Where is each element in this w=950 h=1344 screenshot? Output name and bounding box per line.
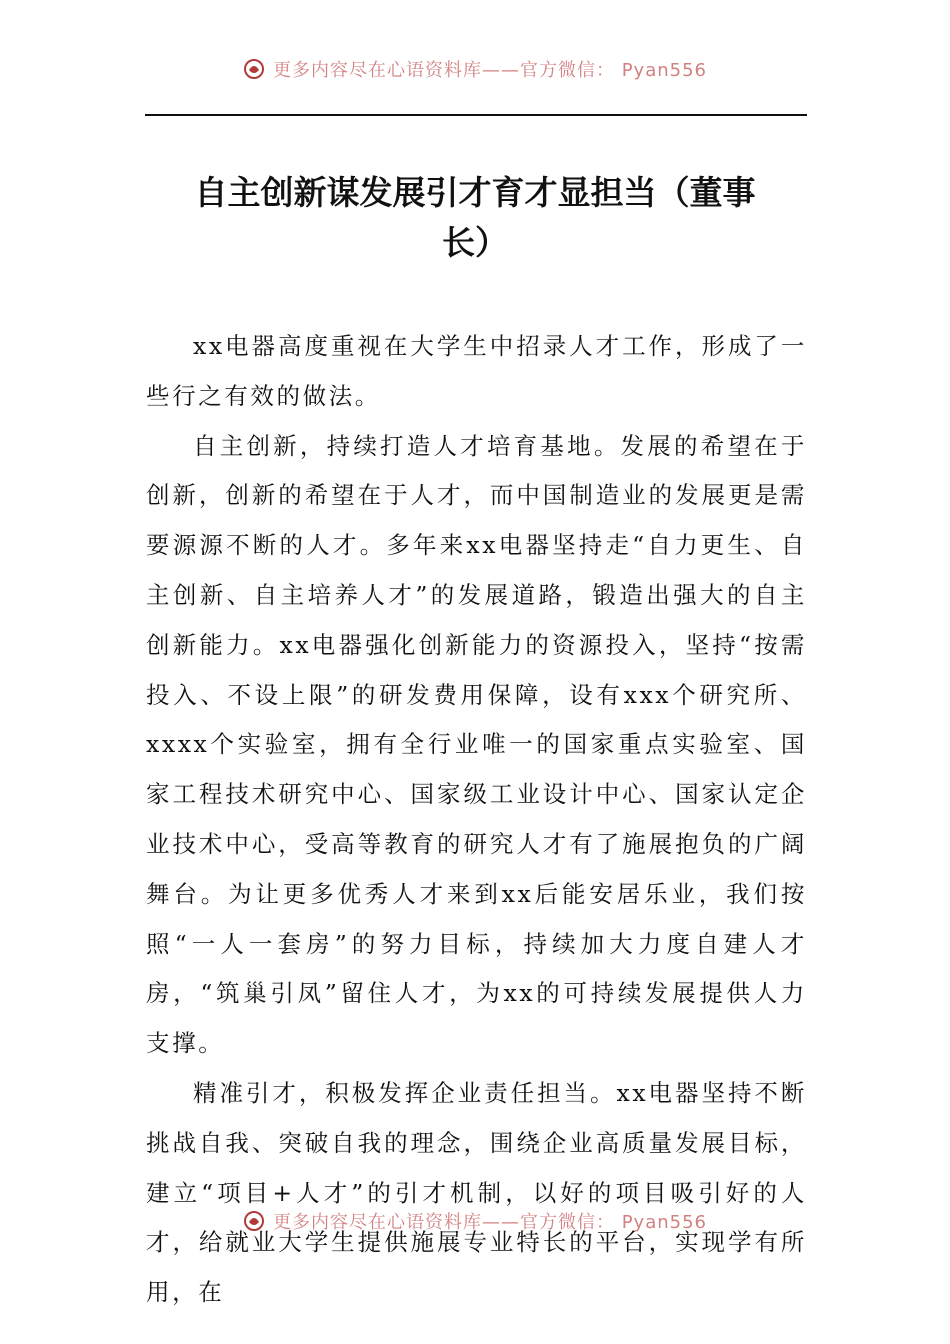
watermark-text: 更多内容尽在心语资料库——官方微信： Pyan556 [272,1212,708,1233]
paragraph-innovation: 自主创新，持续打造人才培育基地。发展的希望在于创新，创新的希望在于人才，而中国制造业的发展更是需要源源不断的人才。多年来xx电器坚持走“自力更生、自主创新、自主培养人才”的发展道路，锻造出强大的自主创新能力。xx电器强化创新能力的资源投入，坚持“按需投入、不设上限”的研发费用保障，设有xxx个研究所、xxxx个实验室，拥有全行业唯一的国家重点实验室、国家工程技术研究中心、国家级工业设计中心、国家认定企业技术中心，受高等教育的研究人才有了施展抱负的广阔舞台。为让更多优秀人才来到xx后能安居乐业，我们按照“一人一套房”的努力目标，持续加大力度自建人才房，“筑巢引凤”留住人才，为xx的可持续发展提供人力支撑。 [146,431,807,1058]
paragraph-intro: xx电器高度重视在大学生中招录人才工作，形成了一些行之有效的做法。 [146,332,807,410]
footer-watermark [0,1204,950,1238]
document-title [150,168,800,268]
header-divider [145,114,807,116]
paragraph-talent-recruitment: 精准引才，积极发挥企业责任担当。xx电器坚持不断挑战自我、突破自我的理念，围绕企业高质量发展目标，建立“项目+人才”的引才机制，以好的项目吸引好的人才，给就业大学生提供施展专业特长的平台，实现学有所用，在 [146,1078,807,1307]
watermark-text: 更多内容尽在心语资料库——官方微信： Pyan556 [272,60,708,81]
title-line-1: 自主创新谋发展引才育才显担当（董事 [194,173,756,212]
title-line-2: 长） [442,223,508,262]
library-logo-icon [243,1210,265,1232]
header-watermark [0,52,950,86]
document-body [146,322,807,1318]
library-logo-icon [243,58,265,80]
